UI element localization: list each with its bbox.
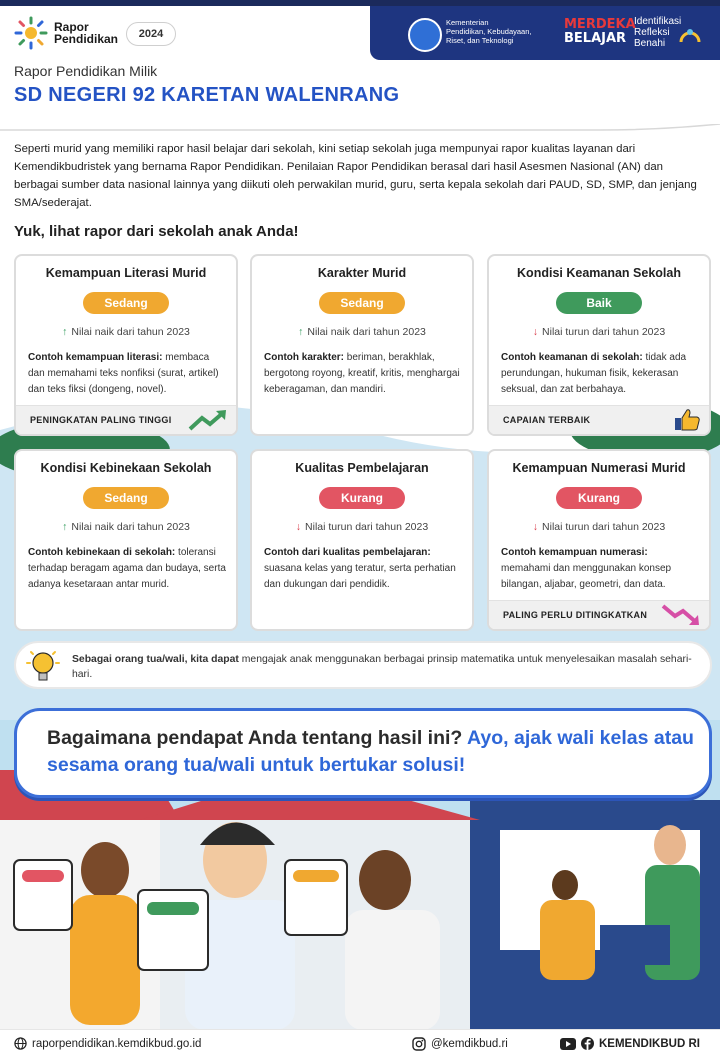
ministry-header — [370, 6, 720, 60]
example — [264, 545, 464, 593]
logo-text — [54, 21, 118, 45]
arrow-down-icon: ↓ — [532, 326, 539, 338]
trend — [16, 326, 236, 338]
cta-question: Bagaimana pendapat Anda tentang hasil ini? — [47, 727, 463, 749]
website-link[interactable] — [14, 1037, 201, 1050]
arrow-up-icon: ↑ — [298, 326, 304, 338]
year-badge: 2024 — [126, 22, 176, 46]
trend — [489, 521, 709, 533]
ministry-line-3: Riset, dan Teknologi — [446, 36, 514, 45]
status-badge: Kurang — [556, 487, 642, 509]
parent-tip — [14, 641, 712, 689]
trend-text: Nilai turun dari tahun 2023 — [305, 521, 429, 533]
example-text: beriman, berakhlak, bergotong royong, kreatif, kritis, menghargai keberagaman, dan mandiri. — [264, 352, 460, 395]
ministry-name — [446, 18, 546, 45]
card-pembelajaran — [250, 449, 474, 631]
example-label: Contoh kebinekaan di sekolah: — [28, 547, 176, 558]
logo-line-2: Pendidikan — [54, 32, 119, 46]
cta-invitation: Ayo, ajak wali kelas atau sesama orang tua/wali untuk bertukar solusi! — [47, 727, 694, 776]
trend-up-icon — [188, 408, 228, 432]
arrow-down-icon: ↓ — [295, 521, 302, 533]
trend — [252, 326, 472, 338]
globe-icon — [14, 1037, 27, 1050]
card-kebinekaan — [14, 449, 238, 631]
intro-paragraph: Seperti murid yang memiliki rapor hasil belajar dari sekolah, kini setiap sekolah juga mempunyai rapor kualitas layanan dari Kemendikbudristek yang bernama Rapor Pendidikan. Penilaian Rapor Pendidikan berasal dari hasil Asesmen Nasional (AN) dan berbagai sumber data nasional lainnya yang diikuti oleh perwakilan murid, guru, serta kepala sekolah dari PAUD, SD, SMP, dan jenjang SMA/sederajat. — [14, 143, 697, 209]
trend-text: Nilai naik dari tahun 2023 — [71, 521, 190, 533]
footer-label: PALING PERLU DITINGKATKAN — [503, 610, 648, 620]
example-label: Contoh keamanan di sekolah: — [501, 352, 643, 363]
refleksi-line-1: Identifikasi — [634, 16, 682, 27]
footer-label: CAPAIAN TERBAIK — [503, 415, 591, 425]
card-title: Karakter Murid — [317, 266, 407, 280]
example-text: memahami dan menggunakan konsep bilangan, aljabar, geometri, dan data. — [501, 563, 672, 590]
card-numerasi — [487, 449, 711, 631]
section-subheading: Yuk, lihat rapor dari sekolah anak Anda! — [14, 223, 299, 240]
status-badge: Sedang — [83, 292, 169, 314]
cta-text — [47, 725, 697, 779]
card-keamanan — [487, 254, 711, 436]
pre-title: Rapor Pendidikan Milik — [14, 63, 158, 79]
trend — [252, 521, 472, 533]
card-karakter — [250, 254, 474, 436]
ministry-line-2: Pendidikan, Kebudayaan, — [446, 27, 532, 36]
ministry-logo-icon — [408, 18, 442, 52]
lightbulb-icon — [24, 648, 62, 684]
footer — [0, 1029, 720, 1056]
refleksi-line-2: Refleksi — [634, 27, 670, 38]
trend — [16, 521, 236, 533]
tip-text — [72, 652, 697, 682]
example-text: suasana kelas yang teratur, serta perhatian dan dukungan dari pendidik. — [264, 563, 456, 590]
social-text: KEMENDIKBUD RI — [599, 1037, 700, 1050]
trend — [489, 326, 709, 338]
refleksi-arc-icon — [678, 24, 702, 48]
thumbs-up-icon — [673, 408, 701, 432]
status-badge: Baik — [556, 292, 642, 314]
status-badge: Sedang — [319, 292, 405, 314]
tip-bold: Sebagai orang tua/wali, kita dapat — [72, 654, 239, 665]
rapor-pendidikan-logo — [14, 16, 118, 50]
trend-text: Nilai turun dari tahun 2023 — [542, 521, 666, 533]
refleksi-logo — [634, 16, 681, 49]
example-text: toleransi terhadap beragam agama dan budaya, serta adanya kesetaraan antar murid. — [28, 547, 226, 590]
website-text: raporpendidikan.kemdikbud.go.id — [32, 1037, 202, 1050]
merdeka-line-1: MERDEKA — [564, 17, 636, 32]
school-name: SD NEGERI 92 KARETAN WALENRANG — [14, 84, 400, 106]
status-badge: Sedang — [83, 487, 169, 509]
card-title: Kemampuan Numerasi Murid — [512, 461, 686, 475]
arrow-down-icon: ↓ — [532, 521, 539, 533]
card-title: Kemampuan Literasi Murid — [45, 266, 207, 280]
merdeka-line-2: BELAJAR — [564, 31, 627, 46]
call-to-action — [14, 708, 712, 798]
merdeka-belajar-logo — [564, 18, 636, 46]
trend-text: Nilai naik dari tahun 2023 — [307, 326, 426, 338]
card-footer — [489, 600, 709, 629]
social-link[interactable] — [560, 1037, 700, 1050]
card-title: Kualitas Pembelajaran — [295, 461, 429, 475]
instagram-text: @kemdikbud.ri — [431, 1038, 508, 1050]
refleksi-line-3: Benahi — [634, 38, 666, 49]
report-card-green — [138, 890, 208, 970]
card-title: Kondisi Kebinekaan Sekolah — [40, 461, 212, 475]
footer-label: PENINGKATAN PALING TINGGI — [30, 415, 172, 425]
ministry-line-1: Kementerian — [446, 18, 489, 27]
instagram-icon — [412, 1037, 426, 1051]
example — [501, 545, 701, 593]
youtube-icon — [560, 1038, 576, 1050]
card-footer — [16, 405, 236, 434]
trend-text: Nilai turun dari tahun 2023 — [542, 326, 666, 338]
instagram-link[interactable] — [412, 1037, 508, 1051]
example-label: Contoh dari kualitas pembelajaran: — [264, 547, 431, 558]
sun-logo-icon — [14, 16, 48, 50]
tip-body: mengajak anak menggunakan berbagai prinsip matematika untuk menyelesaikan masalah sehari-hari. — [72, 654, 692, 680]
card-literasi — [14, 254, 238, 436]
example-text: tidak ada perundungan, hukuman fisik, kekerasan seksual, dan zat berbahaya. — [501, 352, 687, 395]
example-text: membaca dan memahami teks nonfiksi (surat, artikel) dan teks fiksi (dongeng, novel). — [28, 352, 219, 395]
facebook-icon — [581, 1037, 594, 1050]
report-card-yellow — [285, 860, 347, 935]
card-title: Kondisi Keamanan Sekolah — [517, 266, 681, 280]
logo-line-1: Rapor — [54, 20, 89, 34]
example-label: Contoh kemampuan numerasi: — [501, 547, 648, 558]
example — [501, 350, 701, 398]
example — [264, 350, 464, 398]
example-label: Contoh karakter: — [264, 352, 345, 363]
trend-text: Nilai naik dari tahun 2023 — [71, 326, 190, 338]
status-badge: Kurang — [319, 487, 405, 509]
card-footer — [489, 405, 709, 434]
arrow-up-icon: ↑ — [62, 521, 68, 533]
example — [28, 350, 228, 398]
example-label: Contoh kemampuan literasi: — [28, 352, 163, 363]
arrow-up-icon: ↑ — [62, 326, 68, 338]
header-divider — [0, 124, 720, 132]
trend-down-icon — [661, 603, 701, 627]
example — [28, 545, 228, 593]
report-card-red — [14, 860, 72, 930]
